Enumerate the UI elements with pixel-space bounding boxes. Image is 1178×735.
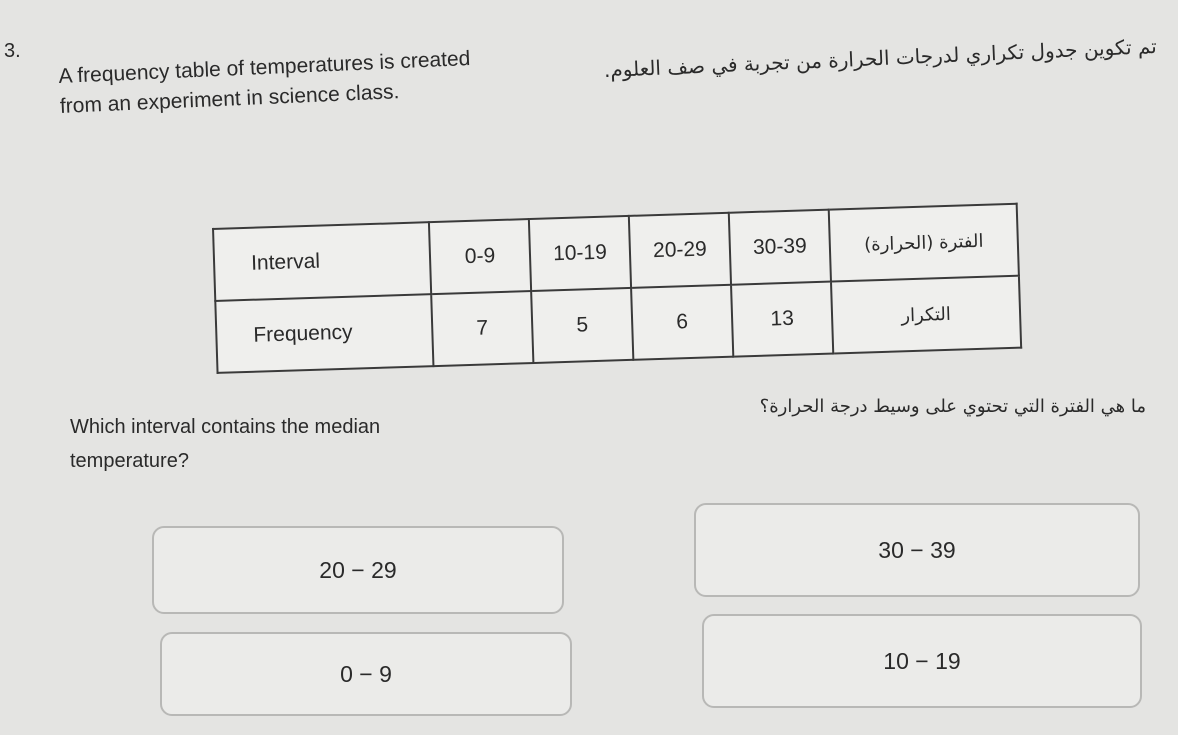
question-english: Which interval contains the median temperature? (70, 416, 381, 472)
frequency-table (212, 203, 1022, 374)
frequency-table-wrapper (212, 203, 1022, 374)
question-arabic: ما هي الفترة التي تحتوي على وسيط درجة الحرارة؟ (759, 396, 1146, 417)
prompt-arabic: تم تكوين جدول تكراري لدرجات الحرارة من تجربة في صف العلوم. (603, 33, 1158, 83)
frequency-cell: 5 (531, 288, 633, 363)
interval-cell: 20-29 (629, 213, 731, 288)
frequency-label-arabic: التكرار (831, 276, 1021, 354)
prompt-english: A frequency table of temperatures is created from an experiment in science class. (58, 47, 471, 118)
option-10-19[interactable]: 10 − 19 (702, 614, 1142, 708)
interval-cell: 30-39 (729, 210, 831, 285)
question-number: 3. (4, 40, 21, 62)
frequency-cell: 13 (731, 282, 833, 357)
frequency-cell: 7 (431, 291, 533, 366)
interval-cell: 0-9 (429, 219, 531, 294)
option-30-39[interactable]: 30 − 39 (694, 503, 1140, 597)
option-0-9[interactable]: 0 − 9 (160, 632, 572, 716)
option-20-29[interactable]: 20 − 29 (152, 526, 564, 614)
interval-label-arabic: الفترة (الحرارة) (829, 204, 1019, 282)
frequency-label: Frequency (215, 294, 433, 373)
interval-label: Interval (213, 222, 431, 301)
interval-cell: 10-19 (529, 216, 631, 291)
frequency-cell: 6 (631, 285, 733, 360)
